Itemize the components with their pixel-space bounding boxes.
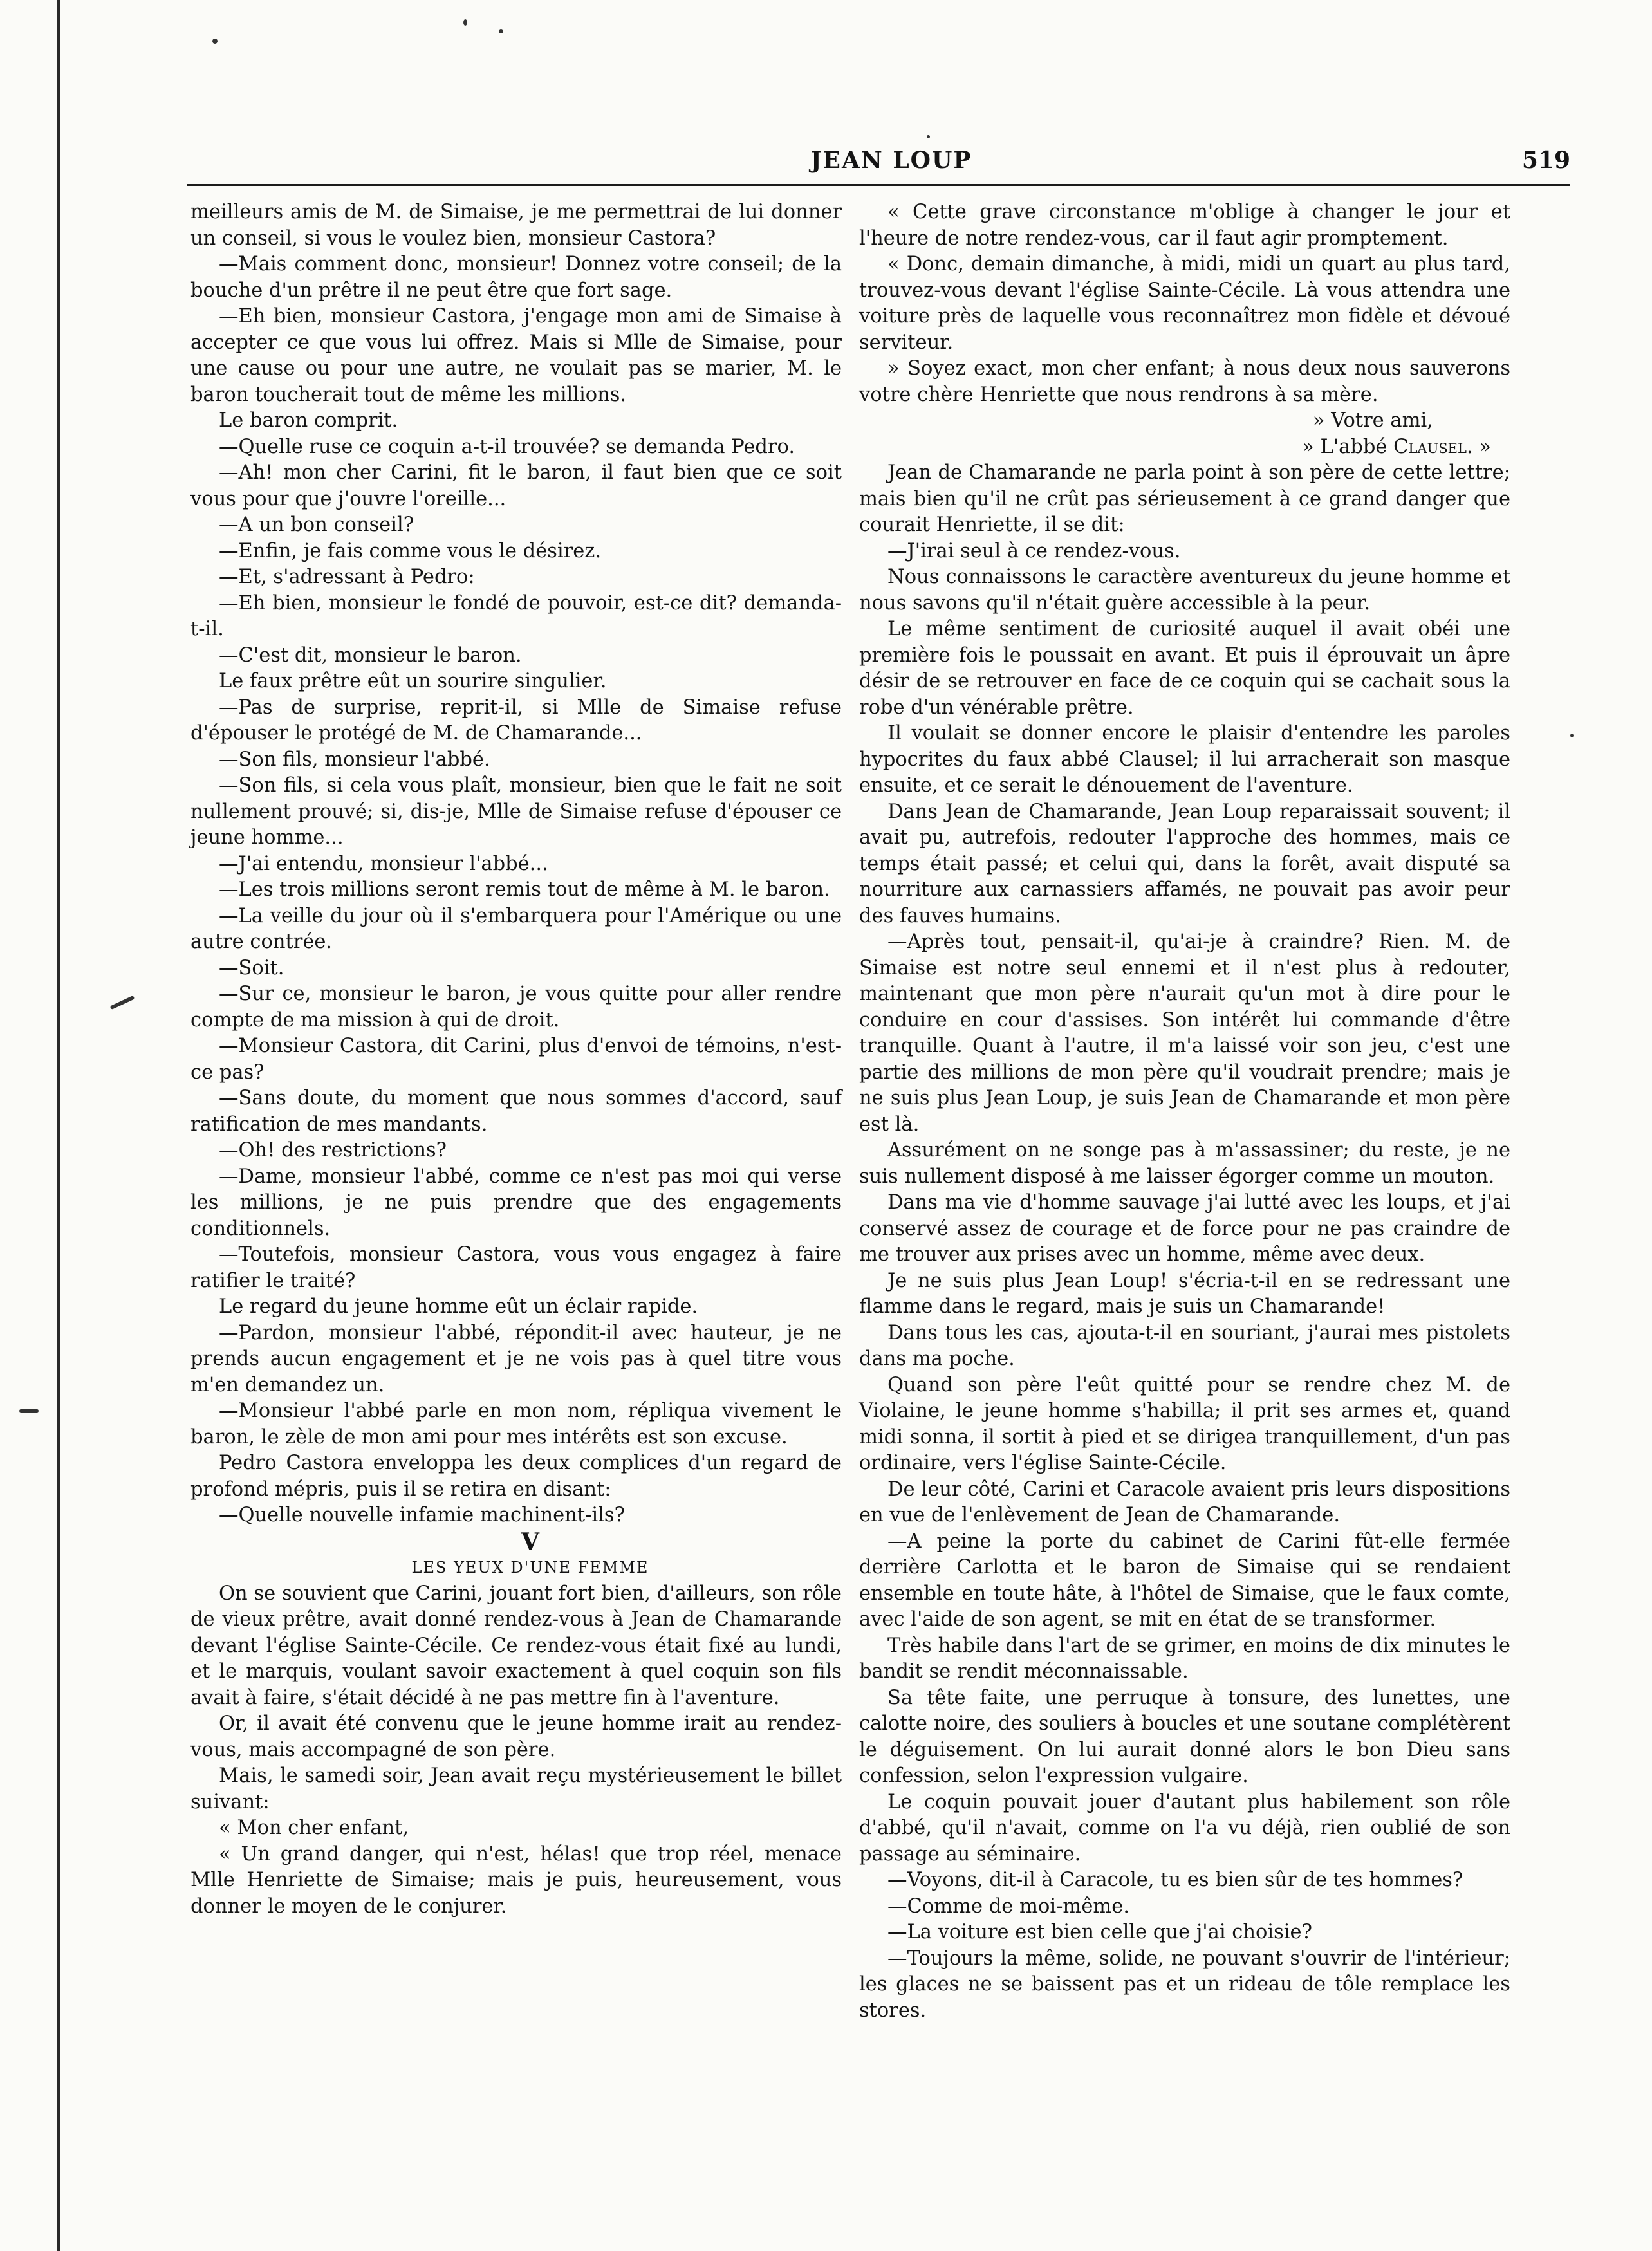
text-paragraph: —Monsieur Castora, dit Carini, plus d'envoi de témoins, n'est-ce pas? xyxy=(190,1035,842,1084)
text-paragraph: —J'irai seul à ce rendez-vous. xyxy=(887,539,1181,562)
text-paragraph: « Un grand danger, qui n'est, hélas! que trop réel, menace Mlle Henriette de Simaise; mais je puis, heureusement, vous donner le moyen de le conjurer. xyxy=(190,1842,842,1918)
text-paragraph: —J'ai entendu, monsieur l'abbé... xyxy=(219,852,548,875)
text-paragraph: meilleurs amis de M. de Simaise, je me permettrai de lui donner un conseil, si vous le voulez bien, monsieur Castora? xyxy=(190,201,842,250)
text-paragraph: —Quelle nouvelle infamie machinent-ils? xyxy=(219,1504,625,1526)
text-paragraph: Le même sentiment de curiosité auquel il avait obéi une première fois le poussait en avant. Et puis il éprouvait un âpre désir de se retrouver en face de ce coquin qui se cachait sous la robe d'un vénérable prêtre. xyxy=(859,618,1510,719)
text-paragraph: Dans ma vie d'homme sauvage j'ai lutté avec les loups, et j'ai conservé assez de courage et de force pour ne pas craindre de me trouver aux prises avec un homme, même avec deux. xyxy=(859,1191,1510,1266)
text-paragraph: Quand son père l'eût quitté pour se rendre chez M. de Violaine, le jeune homme s'habilla; il prit ses armes et, quand midi sonna, il sortit à pied et se dirigea tranquillement, d'un pas ordinaire, vers l'église Sainte-Cécile. xyxy=(859,1373,1510,1474)
text-paragraph: —Mais comment donc, monsieur! Donnez votre conseil; de la bouche d'un prêtre il ne peut être que fort sage. xyxy=(190,253,842,302)
text-paragraph: Très habile dans l'art de se grimer, en moins de dix minutes le bandit se rendit méconnaissable. xyxy=(859,1634,1510,1683)
letter-paragraphs xyxy=(859,199,1510,408)
text-paragraph: —Son fils, monsieur l'abbé. xyxy=(219,748,490,771)
chapter-number: V xyxy=(521,1528,539,1555)
text-paragraph: Jean de Chamarande ne parla point à son père de cette lettre; mais bien qu'il ne crût pas sérieusement à ce grand danger que courait Henriette, il se dit: xyxy=(859,461,1510,536)
text-paragraph: Le regard du jeune homme eût un éclair rapide. xyxy=(219,1295,698,1318)
text-paragraph: Pedro Castora enveloppa les deux complices d'un regard de profond mépris, puis il se retira en disant: xyxy=(190,1452,842,1501)
text-paragraph: De leur côté, Carini et Caracole avaient pris leurs dispositions en vue de l'enlèvement de Jean de Chamarande. xyxy=(859,1478,1510,1526)
signature-name: Clausel. xyxy=(1393,435,1473,458)
text-paragraph: Dans tous les cas, ajouta-t-il en souriant, j'aurai mes pistolets dans ma poche. xyxy=(859,1321,1510,1370)
chapter-title: LES YEUX D'UNE FEMME xyxy=(411,1559,649,1577)
text-paragraph: —Voyons, dit-il à Caracole, tu es bien sûr de tes hommes? xyxy=(887,1869,1463,1891)
text-paragraph: —Toutefois, monsieur Castora, vous vous engagez à faire ratifier le traité? xyxy=(190,1243,842,1292)
text-paragraph: Assurément on ne songe pas à m'assassiner; du reste, je ne suis nullement disposé à me laisser égorger comme un mouton. xyxy=(859,1139,1510,1188)
text-paragraph: —Sans doute, du moment que nous sommes d'accord, sauf ratification de mes mandants. xyxy=(190,1087,842,1136)
text-paragraph: Or, il avait été convenu que le jeune homme irait au rendez-vous, mais accompagné de son père. xyxy=(190,1712,842,1761)
text-paragraph: —Les trois millions seront remis tout de même à M. le baron. xyxy=(219,878,830,901)
text-paragraph: Nous connaissons le caractère aventureux du jeune homme et nous savons qu'il n'était guère accessible à la peur. xyxy=(859,566,1510,615)
running-title: JEAN LOUP xyxy=(810,147,972,174)
text-paragraph: —Ah! mon cher Carini, fit le baron, il faut bien que ce soit vous pour que j'ouvre l'oreille... xyxy=(190,461,842,510)
scan-speck xyxy=(212,39,218,44)
text-paragraph: —Comme de moi-même. xyxy=(887,1894,1130,1918)
text-paragraph: Le coquin pouvait jouer d'autant plus habilement son rôle d'abbé, qu'il n'avait, comme on l'a vu déjà, rien oublié de son passage au séminaire. xyxy=(859,1790,1510,1866)
text-paragraph: Le faux prêtre eût un sourire singulier. xyxy=(219,670,607,692)
text-paragraph: » Soyez exact, mon cher enfant; à nous deux nous sauverons votre chère Henriette que nous rendrons à sa mère. xyxy=(859,357,1510,406)
text-paragraph: —Soit. xyxy=(219,956,284,979)
text-paragraph: —Après tout, pensait-il, qu'ai-je à craindre? Rien. M. de Simaise est notre seul ennemi et il n'est plus à redouter, maintenant que mon père n'aurait qu'un mot à dire pour le conduire en cour d'assises. Son intérêt lui commande d'être tranquille. Quant à l'autre, il m'a laissé voir son jeu, c'est une partie des millions de mon père qu'il voudrait prendre; mais je ne suis plus Jean Loup, je suis Jean de Chamarande et mon père est là. xyxy=(859,931,1510,1136)
scan-speck xyxy=(463,19,467,26)
text-paragraph: Mais, le samedi soir, Jean avait reçu mystérieusement le billet suivant: xyxy=(190,1765,842,1813)
text-paragraph: —Sur ce, monsieur le baron, je vous quitte pour aller rendre compte de ma mission à qui de droit. xyxy=(190,983,842,1032)
letter-signoff: » Votre ami, xyxy=(1312,409,1433,432)
text-paragraph: —Son fils, si cela vous plaît, monsieur, bien que le fait ne soit nullement prouvé; si, dis-je, Mlle de Simaise refuse d'épouser ce jeune homme... xyxy=(190,774,842,849)
left-column xyxy=(190,199,842,1920)
text-paragraph: Sa tête faite, une perruque à tonsure, des lunettes, une calotte noire, des souliers à boucles et une soutane complétèrent le déguisement. On lui aurait donné alors le bon Dieu sans confession, selon l'expression vulgaire. xyxy=(859,1686,1510,1787)
signature-prefix: » L'abbé xyxy=(1302,435,1394,458)
text-paragraph: —Oh! des restrictions? xyxy=(219,1139,447,1162)
text-paragraph: —A un bon conseil? xyxy=(219,514,414,536)
text-paragraph: « Donc, demain dimanche, à midi, midi un quart au plus tard, trouvez-vous devant l'église Sainte-Cécile. Là vous attendra une voiture près de laquelle vous reconnaîtrez mon fidèle et dévoué serviteur. xyxy=(859,253,1510,354)
text-paragraph: —La voiture est bien celle que j'ai choisie? xyxy=(887,1921,1312,1943)
text-paragraph: « Mon cher enfant, xyxy=(219,1817,409,1839)
text-paragraph: —Dame, monsieur l'abbé, comme ce n'est pas moi qui verse les millions, je ne puis prendre que des engagements conditionnels. xyxy=(190,1165,842,1240)
text-paragraph: Le baron comprit. xyxy=(219,409,398,432)
scan-speck xyxy=(927,135,930,138)
header-rule xyxy=(187,184,1570,186)
scan-speck xyxy=(499,29,503,33)
text-paragraph: —Pas de surprise, reprit-il, si Mlle de Simaise refuse d'épouser le protégé de M. de Chamarande... xyxy=(190,696,842,745)
letter-signature xyxy=(859,434,1510,461)
text-paragraph: —C'est dit, monsieur le baron. xyxy=(219,644,522,667)
scan-speck xyxy=(19,1409,39,1413)
chapter-paragraphs xyxy=(190,1581,842,1920)
right-column xyxy=(859,199,1510,2024)
text-paragraph: Il voulait se donner encore le plaisir d'entendre les paroles hypocrites du faux abbé Clausel; il lui arracherait son masque ensuite, et ce serait le dénouement de l'aventure. xyxy=(859,722,1510,797)
scan-speck xyxy=(1570,734,1574,737)
text-paragraph: —Toujours la même, solide, ne pouvant s'ouvrir de l'intérieur; les glaces ne se baissent pas et un rideau de tôle remplace les stores. xyxy=(859,1947,1510,2022)
text-paragraph: Dans Jean de Chamarande, Jean Loup reparaissait souvent; il avait pu, autrefois, redouter l'approche des hommes, mais ce temps était passé; et celui qui, dans la forêt, avait disputé sa nourriture aux carnassiers affamés, ne pouvait pas avoir peur des fauves humains. xyxy=(859,800,1510,927)
page-number: 519 xyxy=(1521,147,1570,174)
text-paragraph: « Cette grave circonstance m'oblige à changer le jour et l'heure de notre rendez-vous, car il faut agir promptement. xyxy=(859,201,1510,250)
text-paragraph: —La veille du jour où il s'embarquera pour l'Amérique ou une autre contrée. xyxy=(190,904,842,953)
scan-speck xyxy=(110,996,135,1010)
text-paragraph: —Monsieur l'abbé parle en mon nom, répliqua vivement le baron, le zèle de mon ami pour mes intérêts est son excuse. xyxy=(190,1400,842,1449)
text-paragraph: —Eh bien, monsieur le fondé de pouvoir, est-ce dit? demanda-t-il. xyxy=(190,591,842,640)
text-paragraph: —Enfin, je fais comme vous le désirez. xyxy=(219,539,602,562)
text-paragraph: —Et, s'adressant à Pedro: xyxy=(219,566,475,588)
signature-suffix: » xyxy=(1472,435,1491,458)
text-paragraph: On se souvient que Carini, jouant fort bien, d'ailleurs, son rôle de vieux prêtre, avait donné rendez-vous à Jean de Chamarande devant l'église Sainte-Cécile. Ce rendez-vous était fixé au lundi, et le marquis, voulant savoir exactement à quel coquin son fils avait à faire, s'était décidé à ne pas mettre fin à l'aventure. xyxy=(190,1582,842,1709)
text-paragraph: —Quelle ruse ce coquin a-t-il trouvée? se demanda Pedro. xyxy=(219,435,795,458)
left-paragraphs xyxy=(190,199,842,1529)
text-paragraph: —Eh bien, monsieur Castora, j'engage mon ami de Simaise à accepter ce que vous lui offrez. Mais si Mlle de Simaise, pour une cause ou pour une autre, ne voulait pas se marier, M. le baron toucherait tout de même les millions. xyxy=(190,305,842,406)
narrative-paragraphs xyxy=(859,460,1510,2024)
text-paragraph: Je ne suis plus Jean Loup! s'écria-t-il en se redressant une flamme dans le regard, mais je suis un Chamarande! xyxy=(859,1269,1510,1318)
text-paragraph: —Pardon, monsieur l'abbé, répondit-il avec hauteur, je ne prends aucun engagement et je ne vois pas à quel titre vous m'en demandez un. xyxy=(190,1321,842,1396)
page-binding-edge xyxy=(57,0,60,2251)
text-paragraph: —A peine la porte du cabinet de Carini fût-elle fermée derrière Carlotta et le baron de Simaise qui se rendaient ensemble en toute hâte, à l'hôtel de Simaise, que le faux comte, avec l'aide de son agent, se mit en état de se transformer. xyxy=(859,1530,1510,1631)
running-header xyxy=(187,147,1596,185)
